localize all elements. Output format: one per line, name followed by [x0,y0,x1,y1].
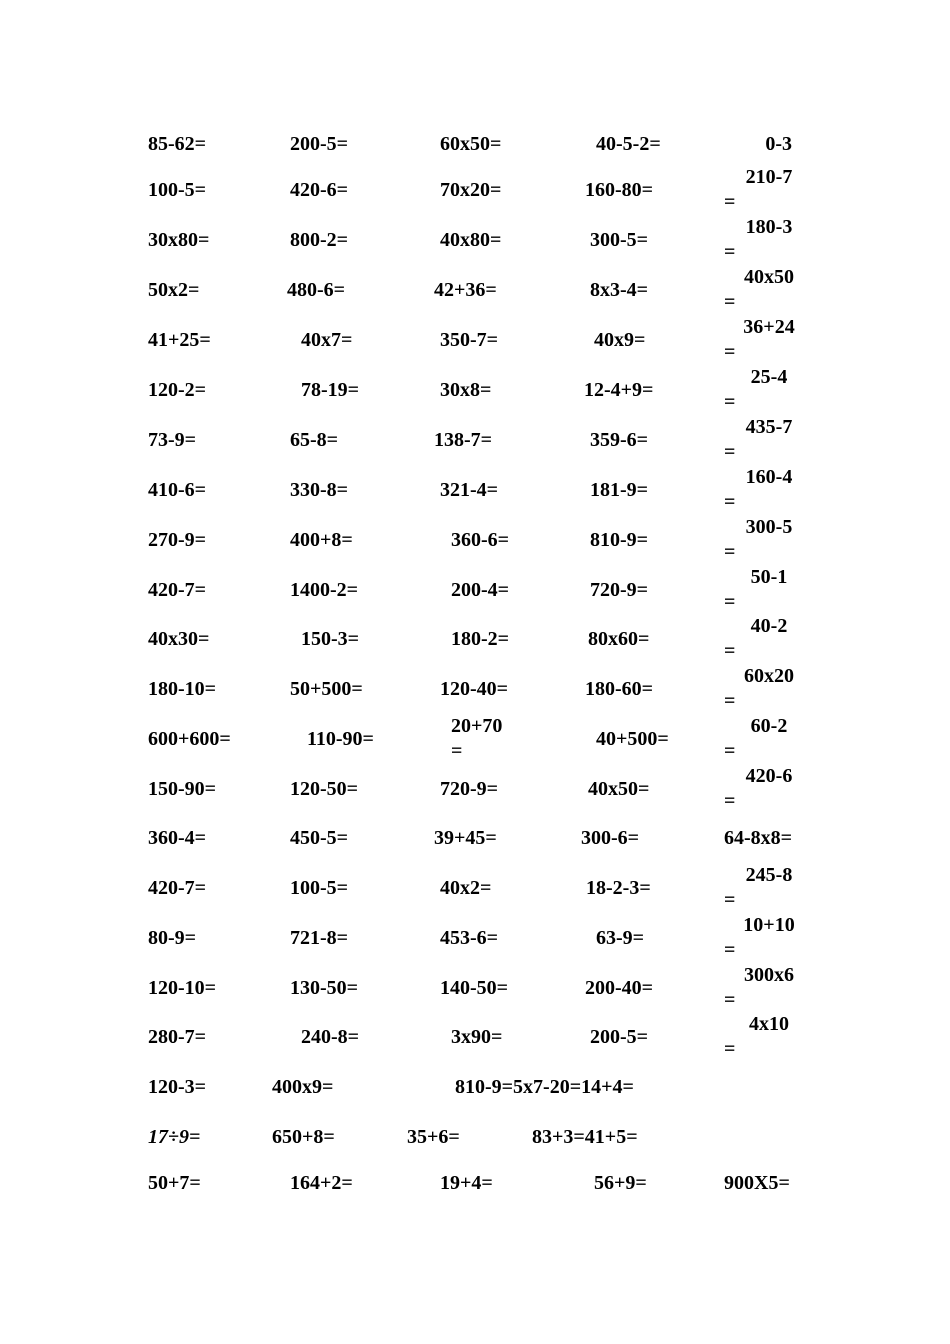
math-problem-text: 4x10 [749,1013,789,1035]
math-problem: 41+25= [148,329,211,351]
math-problem: 120-10= [148,977,217,999]
math-problem: 359-6= [590,429,649,451]
math-problem-last-column [724,664,814,713]
math-problem: 83+3=41+5= [532,1126,638,1148]
math-problem: 200-5= [590,1026,649,1048]
math-problem-text: 25-4 [750,366,788,388]
math-problem-equals: = [724,391,736,413]
math-problem-text: 245-8 [745,864,793,886]
math-problem: 330-8= [290,479,349,501]
math-problem-text: 50-1 [750,566,788,588]
math-problem: 30x80= [148,229,210,251]
math-problem: 63-9= [596,927,645,949]
math-problem-equals: = [724,441,736,463]
math-problem: 40x80= [440,229,502,251]
math-problem: 110-90= [307,728,374,750]
math-problem-equals: = [451,740,463,762]
math-problem: 150-3= [301,628,360,650]
math-problem-text: 160-4 [745,466,793,488]
math-problem: 360-4= [148,827,207,849]
math-problem: 120-50= [290,778,359,800]
math-problem: 40x30= [148,628,210,650]
math-problem-equals: = [724,989,736,1011]
math-problem-last-column [724,913,814,962]
math-problem: 200-5= [290,133,349,155]
math-problem: 350-7= [440,329,499,351]
math-problem-text: 435-7 [745,416,793,438]
math-problem-last-column [724,215,814,264]
math-problem-equals: = [724,640,736,662]
math-problem: 300-6= [581,827,640,849]
math-problem: 200-40= [585,977,654,999]
math-problem-last-column [724,764,814,813]
math-problem-text: 0-3 [765,133,792,155]
math-problem-last-column [724,565,814,614]
math-problem: 40-5-2= [596,133,661,155]
math-problem: 270-9= [148,529,207,551]
math-problem: 200-4= [451,579,510,601]
math-problem-equals: = [724,790,736,812]
math-problem-last-column [724,465,814,514]
math-problem-text: 60x20 [744,665,794,687]
math-problem-text: 64-8x8= [724,827,793,849]
math-problem-text: 36+24 [743,316,795,338]
math-problem: 40+500= [596,728,669,750]
math-problem: 35+6= [407,1126,460,1148]
math-problem: 18-2-3= [586,877,651,899]
math-problem: 80-9= [148,927,197,949]
math-problem: 50x2= [148,279,200,301]
math-problem-equals: = [724,939,736,961]
math-problem: 600+600= [148,728,231,750]
math-problem-equals: = [724,541,736,563]
math-problem: 900X5= [724,1172,790,1194]
math-problem: 39+45= [434,827,497,849]
math-problem: 140-50= [440,977,509,999]
math-problem: 480-6= [287,279,346,301]
math-problem-last-column [724,165,814,214]
math-problem: 50+7= [148,1172,201,1194]
math-problem: 120-3= [148,1076,207,1098]
math-problem: 40x50= [588,778,650,800]
math-problem: 240-8= [301,1026,360,1048]
math-problem: 85-62= [148,133,207,155]
math-problem-last-column [724,826,814,850]
math-problem: 3x90= [451,1026,503,1048]
math-problem: 130-50= [290,977,359,999]
math-problem: 20+70 [451,715,503,737]
math-problem: 40x7= [301,329,353,351]
math-problem-last-column [724,415,814,464]
math-problem: 50+500= [290,678,363,700]
math-problem-equals: = [724,740,736,762]
math-problem: 70x20= [440,179,502,201]
math-problem-text: 180-3 [745,216,793,238]
math-problem: 100-5= [290,877,349,899]
math-problem: 8x3-4= [590,279,649,301]
math-problem: 120-2= [148,379,207,401]
math-problem: 120-40= [440,678,509,700]
math-problem: 73-9= [148,429,197,451]
math-problem: 160-80= [585,179,654,201]
math-problem-equals: = [724,690,736,712]
math-problem: 60x50= [440,133,502,155]
math-problem-last-column [724,515,814,564]
math-problem-text: 40x50 [744,266,794,288]
math-problem: 56+9= [594,1172,647,1194]
math-problem: 78-19= [301,379,360,401]
math-problem: 453-6= [440,927,499,949]
math-problem: 1400-2= [290,579,359,601]
math-problem: 180-60= [585,678,654,700]
math-problem: 150-90= [148,778,217,800]
math-problem-last-column [724,963,814,1012]
math-problem: 100-5= [148,179,207,201]
math-problem: 810-9= [590,529,649,551]
math-problem-last-column [724,365,814,414]
math-problem: 321-4= [440,479,499,501]
math-problem: 40x2= [440,877,492,899]
math-problem: 12-4+9= [584,379,654,401]
math-problem-last-column [724,1012,814,1061]
math-problem: 410-6= [148,479,207,501]
math-problem: 138-7= [434,429,493,451]
math-problem: 400+8= [290,529,353,551]
math-problem-equals: = [724,341,736,363]
math-problem-equals: = [724,241,736,263]
math-problem: 80x60= [588,628,650,650]
math-problem-last-column [724,614,814,663]
math-problem-text: 210-7 [745,166,793,188]
math-problem: 450-5= [290,827,349,849]
math-problem: 181-9= [590,479,649,501]
math-problem-last-column [724,265,814,314]
math-problem: 42+36= [434,279,497,301]
math-problem-last-column [724,863,814,912]
math-problem-text: 300x6 [744,964,794,986]
math-problem-text: 420-6 [745,765,793,787]
math-problem: 720-9= [590,579,649,601]
math-problem: 810-9=5x7-20=14+4= [455,1076,634,1098]
math-problem: 280-7= [148,1026,207,1048]
math-problem: 40x9= [594,329,646,351]
math-problem: 180-10= [148,678,217,700]
math-problem-equals: = [724,191,736,213]
math-problem: 420-7= [148,877,207,899]
math-problem-equals: = [724,591,736,613]
math-problem: 720-9= [440,778,499,800]
math-problem: 400x9= [272,1076,334,1098]
math-problem: 164+2= [290,1172,353,1194]
math-problem-equals: = [724,291,736,313]
math-problem: 800-2= [290,229,349,251]
math-problem: 721-8= [290,927,349,949]
math-problem: 300-5= [590,229,649,251]
math-problem: 420-6= [290,179,349,201]
math-problem-equals: = [724,1038,736,1060]
math-problem-text: 40-2 [750,615,788,637]
math-problem: 19+4= [440,1172,493,1194]
math-problem-last-column [724,132,814,156]
math-problem-last-column [724,714,814,763]
math-problem: 360-6= [451,529,510,551]
math-problem: 30x8= [440,379,492,401]
math-problem-equals: = [724,491,736,513]
math-problem-text: 60-2 [750,715,788,737]
math-problem: 650+8= [272,1126,335,1148]
math-problem-text: 10+10 [743,914,795,936]
math-problem-equals: = [724,889,736,911]
math-problem: 180-2= [451,628,510,650]
math-problem-last-column [724,315,814,364]
math-problem: 65-8= [290,429,339,451]
math-problem: 420-7= [148,579,207,601]
math-problem: 17÷9= [148,1126,201,1148]
math-problem-text: 300-5 [745,516,793,538]
